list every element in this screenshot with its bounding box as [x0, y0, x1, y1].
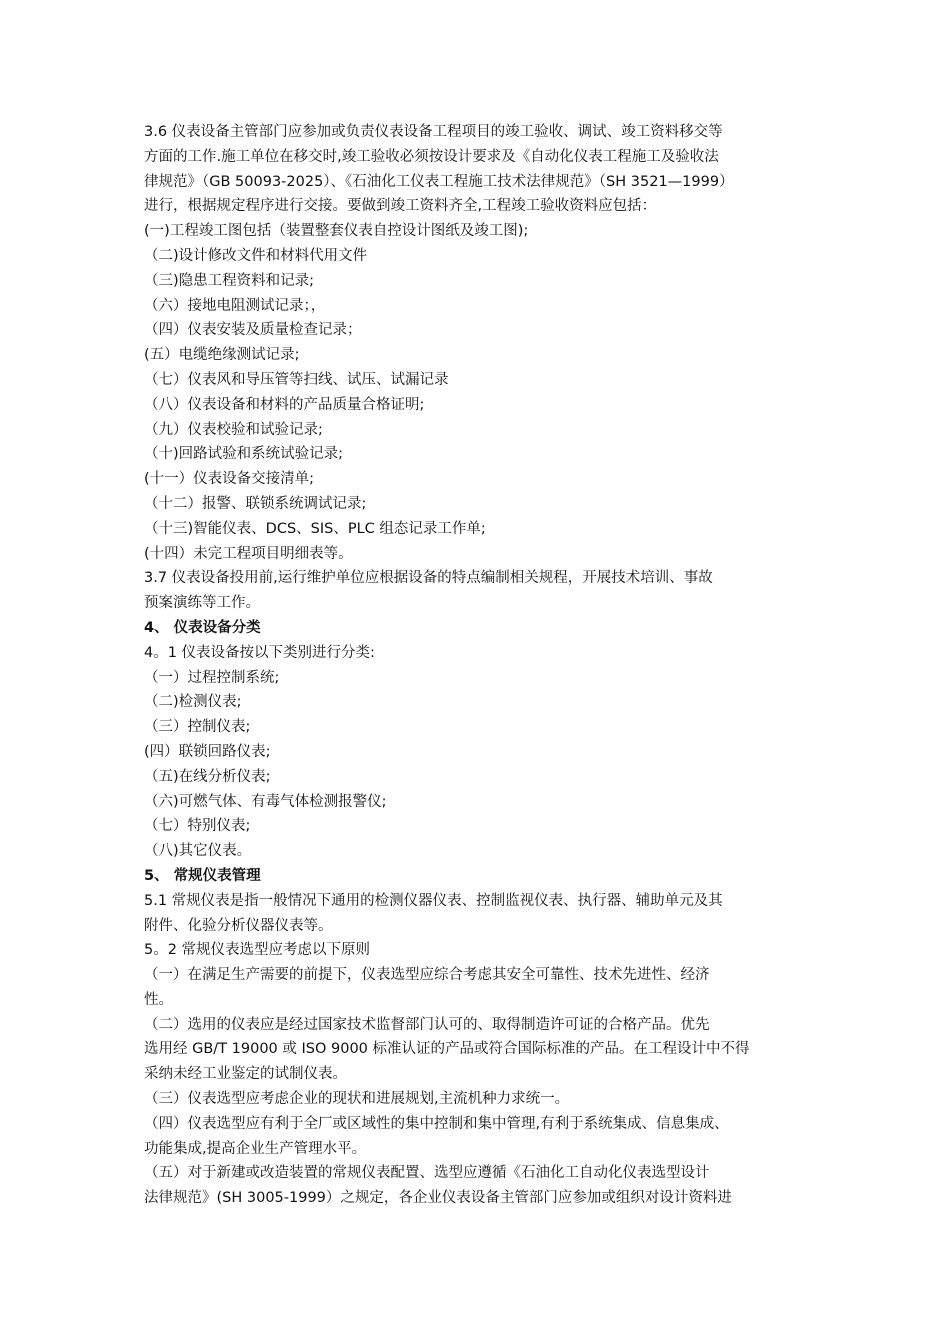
body-line: 选用经 GB/T 19000 或 ISO 9000 标准认证的产品或符合国际标准的产品。在工程设计中不得 — [144, 1041, 750, 1058]
list-item: （二)设计修改文件和材料代用文件 — [144, 247, 368, 264]
body-line: 方面的工作.施工单位在移交时,竣工验收必须按设计要求及《自动化仪表工程施工及验收法 — [144, 148, 719, 165]
list-item: （九）仪表校验和试验记录; — [144, 421, 323, 438]
list-item: （十二）报警、联锁系统调试记录; — [144, 495, 367, 512]
list-item: （七）特别仪表; — [144, 818, 251, 835]
body-line: 性。 — [144, 991, 173, 1008]
list-item: （三）控制仪表; — [144, 719, 251, 736]
list-item: (四）联锁回路仪表; — [144, 743, 271, 760]
list-item: （五)在线分析仪表; — [144, 768, 271, 785]
body-line: 法律规范》(SH 3005-1999）之规定，各企业仪表设备主管部门应参加或组织对设计资料进 — [144, 1190, 732, 1207]
list-item: (十四）未完工程项目明细表等。 — [144, 545, 353, 562]
list-item: (五）电缆绝缘测试记录; — [144, 347, 300, 364]
list-item: （六)可燃气体、有毒气体检测报警仪; — [144, 793, 387, 810]
body-line: 功能集成,提高企业生产管理水平。 — [144, 1140, 367, 1157]
document-body — [144, 120, 812, 1211]
body-line: 3.6 仪表设备主管部门应参加或负责仪表设备工程项目的竣工验收、调试、竣工资料移交等 — [144, 124, 723, 140]
body-line: （二）选用的仪表应是经过国家技术监督部门认可的、取得制造许可证的合格产品。优先 — [144, 1016, 710, 1033]
list-item: （七）仪表风和导压管等扫线、试压、试漏记录 — [144, 371, 449, 388]
body-line: （一）在满足生产需要的前提下，仪表选型应综合考虑其安全可靠性、技术先进性、经济 — [144, 967, 710, 984]
body-line: 预案演练等工作。 — [144, 595, 260, 612]
body-line: 附件、化验分析仪器仪表等。 — [144, 917, 333, 934]
body-line: 5。2 常规仪表选型应考虑以下原则 — [144, 942, 371, 959]
body-line: 律规范》（GB 50093-2025）、《石油化工仪表工程施工技术法律规范》（SH 3521—1999） — [144, 173, 734, 190]
body-line: （三）仪表选型应考虑企业的现状和进展规划,主流机种力求统一。 — [144, 1091, 570, 1108]
list-item: （八)其它仪表。 — [144, 843, 252, 860]
list-item: (一)工程竣工图包括（装置整套仪表自控设计图纸及竣工图); — [144, 223, 529, 240]
section-heading: 4、 仪表设备分类 — [144, 619, 261, 636]
list-item: （十)回路试验和系统试验记录; — [144, 446, 344, 463]
list-item: (十一）仪表设备交接清单; — [144, 471, 315, 488]
body-line: 5.1 常规仪表是指一般情况下通用的检测仪器仪表、控制监视仪表、执行器、辅助单元及其 — [144, 892, 723, 909]
body-line: 4。1 仪表设备按以下类别进行分类: — [144, 644, 375, 661]
body-line: 采纳未经工业鉴定的试制仪表。 — [144, 1066, 347, 1083]
list-item: （三)隐患工程资料和记录; — [144, 272, 315, 289]
body-line: 3.7 仪表设备投用前,运行维护单位应根据设备的特点编制相关规程，开展技术培训、事故 — [144, 570, 713, 587]
list-item: （四）仪表安装及质量检查记录； — [144, 322, 362, 339]
body-line: 进行，根据规定程序进行交接。要做到竣工资料齐全,工程竣工验收资料应包括： — [144, 198, 657, 215]
list-item: （十三)智能仪表、DCS、SIS、PLC 组态记录工作单; — [144, 520, 486, 537]
list-item: （六）接地电阻测试记录；， — [144, 297, 326, 314]
list-item: （一）过程控制系统; — [144, 669, 280, 686]
list-item: （八）仪表设备和材料的产品质量合格证明; — [144, 396, 425, 413]
list-item: （二)检测仪表; — [144, 694, 242, 711]
body-line: （四）仪表选型应有利于全厂或区域性的集中控制和集中管理,有利于系统集成、信息集成、 — [144, 1115, 729, 1132]
body-line: （五）对于新建或改造装置的常规仪表配置、选型应遵循《石油化工自动化仪表选型设计 — [144, 1165, 710, 1182]
section-heading: 5、 常规仪表管理 — [144, 867, 261, 884]
